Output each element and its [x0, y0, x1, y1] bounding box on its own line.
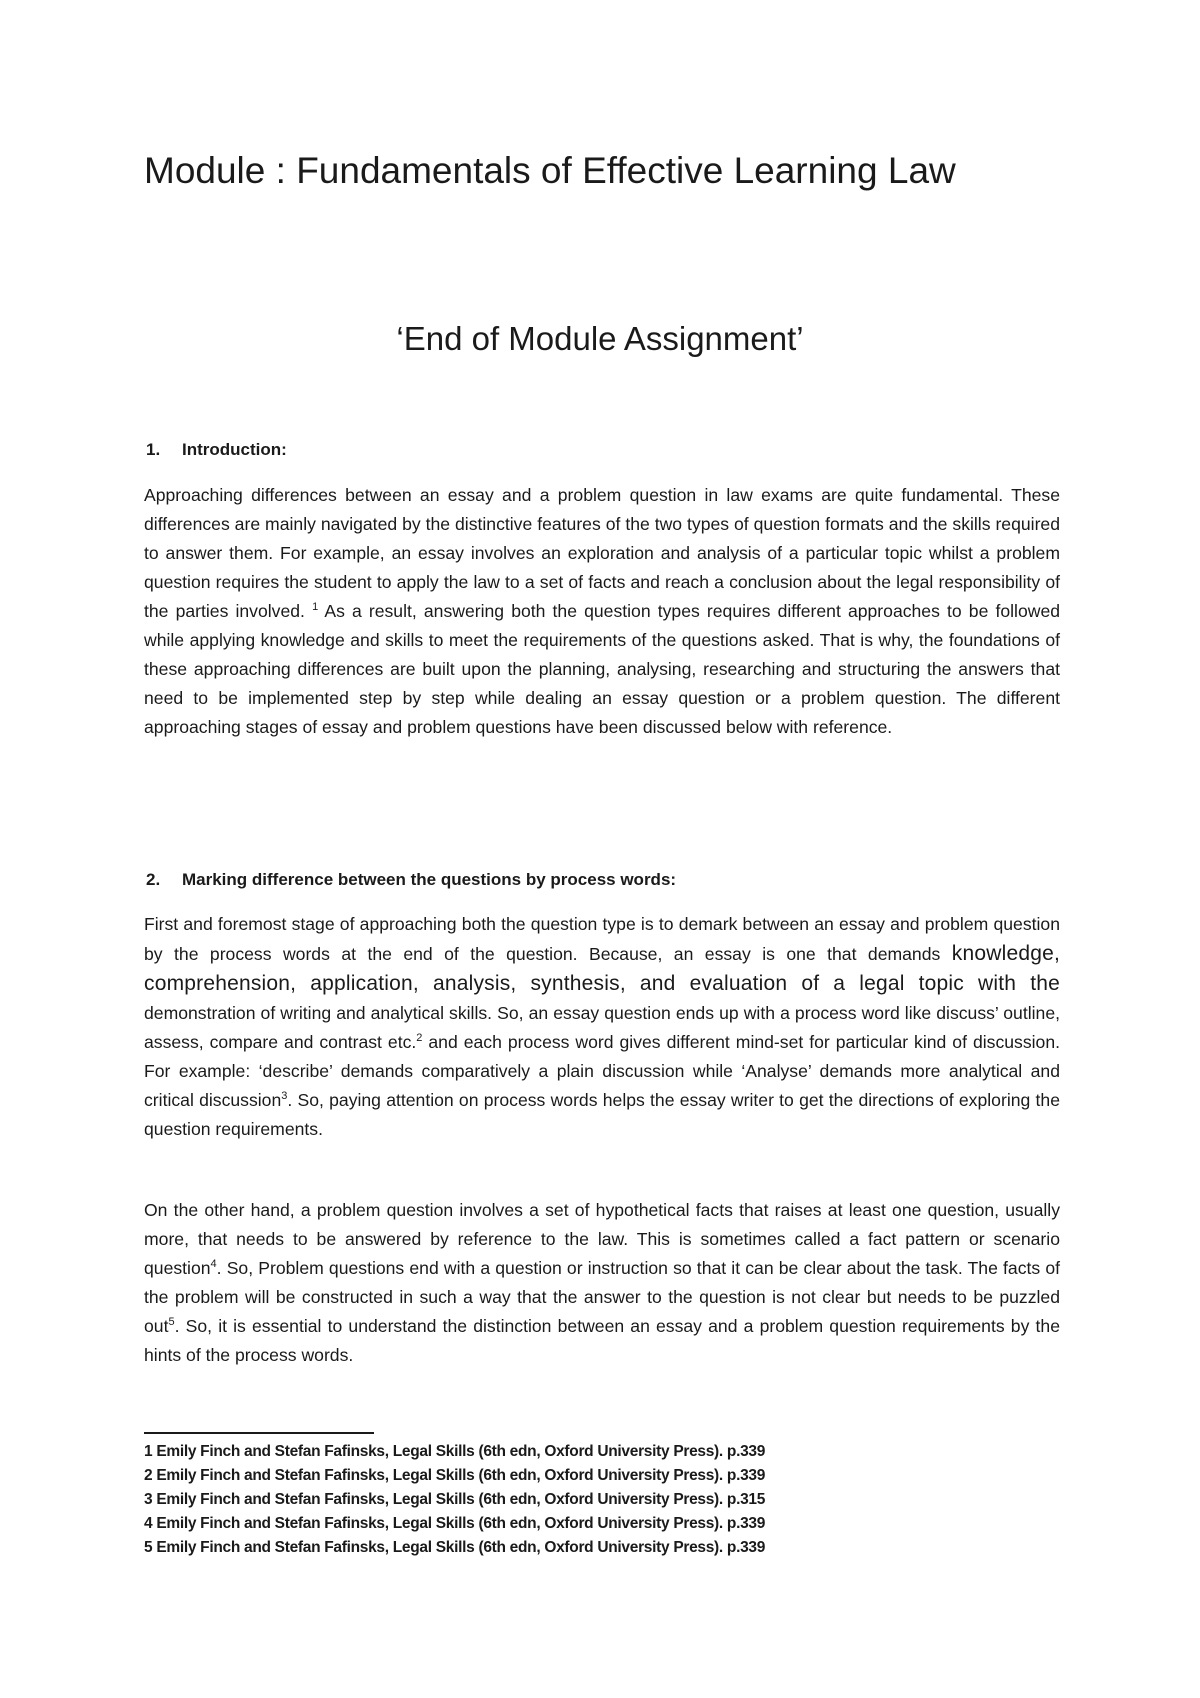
footnote-5: 5 Emily Finch and Stefan Fafinsks, Legal Skills (6th edn, Oxford University Press). p.339	[144, 1539, 766, 1556]
footnote-separator	[144, 1432, 374, 1434]
intro-text-part-1: Approaching differences between an essay and a problem question in law exams are quite fundamental. These differences are mainly navigated by the distinctive features of the two types of question formats and the skills required to answer them. For example, an essay involves an exploration and analysis of a particular topic whilst a problem question requires the student to apply the law to a set of facts and reach a conclusion about the legal responsibility of the parties involved.	[144, 485, 1060, 621]
paragraph-text: . So, Problem questions end with a question or instruction so that it can be clear about the task. The facts of the problem will be constructed in such a way that the answer to the question is not clear but needs to be puzzled out	[144, 1258, 1060, 1336]
footnote-ref-5[interactable]: 5	[168, 1316, 175, 1329]
section-number: 1.	[146, 440, 161, 459]
section-title: Introduction:	[182, 440, 287, 459]
intro-paragraph	[144, 481, 1060, 742]
process-words-paragraph-1	[144, 910, 1060, 1144]
footnote-1: 1 Emily Finch and Stefan Fafinsks, Legal Skills (6th edn, Oxford University Press). p.339	[144, 1443, 766, 1460]
process-words-paragraph-2	[144, 1196, 1060, 1370]
footnote-3: 3 Emily Finch and Stefan Fafinsks, Legal Skills (6th edn, Oxford University Press). p.315	[144, 1491, 766, 1508]
paragraph-text: and each process word gives different mind-set for particular kind of discussion. For example: ‘describe’ demands comparatively a plain discussion while ‘Analyse’ demands more analytical and critical discussion	[144, 1032, 1060, 1110]
paragraph-text: On the other hand, a problem question involves a set of hypothetical facts that raises at least one question, usually more, that needs to be answered by reference to the law. This is sometimes called a fact pattern or scenario question	[144, 1200, 1060, 1278]
paragraph-text: demonstration of writing and analytical skills. So, an essay question ends up with a process word like discuss’ outline, assess, compare and contrast etc.	[144, 1003, 1060, 1052]
intro-text-part-2: As a result, answering both the question types requires different approaches to be followed while applying knowledge and skills to meet the requirements of the questions asked. That is why, the foundations of these approaching differences are built upon the planning, analysing, researching and structuring the answers that need to be implemented step by step while dealing an essay question or a problem question. The different approaching stages of essay and problem questions have been discussed below with reference.	[144, 601, 1061, 737]
paragraph-text: First and foremost stage of approaching both the question type is to demark between an essay and problem question by the process words at the end of the question. Because, an essay is one that demands	[144, 914, 1060, 964]
section-title: Marking difference between the questions by process words:	[182, 870, 677, 889]
section-heading-introduction	[146, 440, 287, 460]
footnote-4: 4 Emily Finch and Stefan Fafinsks, Legal Skills (6th edn, Oxford University Press). p.339	[144, 1515, 766, 1532]
emphasized-text: knowledge, comprehension, application, analysis, synthesis, and evaluation of a legal topic with the	[144, 942, 1061, 995]
document-title: Module : Fundamentals of Effective Learning Law	[144, 150, 956, 191]
footnote-ref-4[interactable]: 4	[210, 1258, 217, 1271]
paragraph-text: . So, paying attention on process words helps the essay writer to get the directions of exploring the question requirements.	[144, 1090, 1060, 1139]
footnote-ref-3[interactable]: 3	[281, 1090, 288, 1103]
document-subtitle: ‘End of Module Assignment’	[396, 320, 804, 357]
footnote-2: 2 Emily Finch and Stefan Fafinsks, Legal Skills (6th edn, Oxford University Press). p.339	[144, 1467, 766, 1484]
section-number: 2.	[146, 870, 161, 889]
footnote-ref-1[interactable]: 1	[312, 601, 319, 614]
section-heading-process-words	[146, 870, 677, 890]
footnotes-list	[144, 1440, 1044, 1560]
footnote-ref-2[interactable]: 2	[416, 1032, 423, 1045]
paragraph-text: . So, it is essential to understand the distinction between an essay and a problem question requirements by the hints of the process words.	[144, 1316, 1060, 1365]
